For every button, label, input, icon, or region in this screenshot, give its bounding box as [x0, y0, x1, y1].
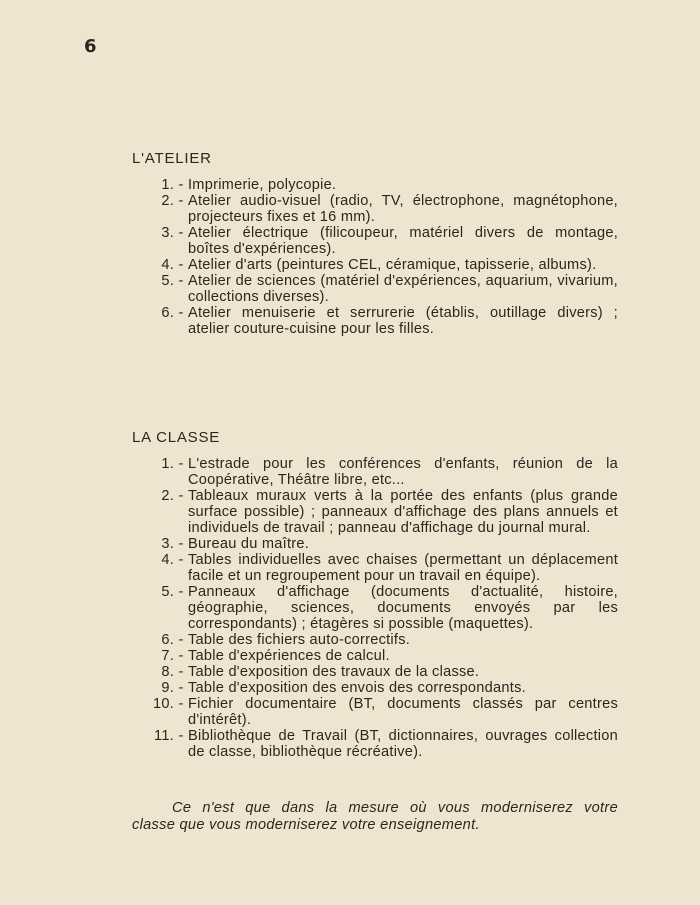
item-number: 7.	[161, 648, 174, 664]
item-text: Tableaux muraux verts à la portée des enfants (plus grande surface possible) ; panneaux d'affichage des plans annuels et individuels de travail ; panneau d'affichage du journal mural.	[188, 488, 618, 536]
item-text: Panneaux d'affichage (documents d'actualité, histoire, géographie, sciences, documents envoyés par les correspondants) ; étagères si possible (maquettes).	[188, 584, 618, 632]
item-number: 5.	[161, 584, 174, 600]
item-number: 9.	[161, 680, 174, 696]
list-item: 11. - Bibliothèque de Travail (BT, dictionnaires, ouvrages collection de classe, bibliothèque récréative).	[132, 728, 618, 760]
item-text: Table d'exposition des travaux de la classe.	[188, 664, 480, 680]
list-item: 3. - Bureau du maître.	[132, 536, 618, 552]
list-item: 1. - Imprimerie, polycopie.	[132, 177, 618, 193]
list-item: 6. - Table des fichiers auto-correctifs.	[132, 632, 618, 648]
list-item: 2. - Tableaux muraux verts à la portée des enfants (plus grande surface possible) ; panneaux d'affichage des plans annuels et individuels de travail ; panneau d'affichage du journal mural.	[132, 488, 618, 536]
item-number: 2.	[161, 488, 174, 504]
page-number: 6	[84, 36, 98, 57]
item-number: 10.	[152, 696, 174, 712]
list-item: 4. - Tables individuelles avec chaises (permettant un déplacement facile et un regroupement pour un travail en équipe).	[132, 552, 618, 584]
item-text: Table d'exposition des envois des correspondants.	[188, 680, 526, 696]
section-title: LA CLASSE	[132, 429, 221, 446]
list-item: 6. - Atelier menuiserie et serrurerie (établis, outillage divers) ; atelier couture-cuisine pour les filles.	[132, 305, 618, 337]
item-text: Table des fichiers auto-correctifs.	[188, 632, 411, 648]
item-text: Fichier documentaire (BT, documents classés par centres d'intérêt).	[188, 696, 618, 728]
quote-line-1: Ce n'est que dans la mesure où vous moderniserez votre	[172, 800, 618, 816]
classe-list	[132, 456, 618, 760]
list-item: 5. - Panneaux d'affichage (documents d'actualité, histoire, géographie, sciences, documents envoyés par les correspondants) ; étagères si possible (maquettes).	[132, 584, 618, 632]
item-text: Bibliothèque de Travail (BT, dictionnaires, ouvrages collection de classe, bibliothèque récréative).	[188, 728, 618, 760]
item-number: 3.	[161, 536, 174, 552]
list-item: 2. - Atelier audio-visuel (radio, TV, électrophone, magnétophone, projecteurs fixes et 16 mm).	[132, 193, 618, 225]
item-number: 2.	[161, 193, 174, 209]
list-item: 4. - Atelier d'arts (peintures CEL, céramique, tapisserie, albums).	[132, 257, 618, 273]
item-number: 1.	[161, 456, 174, 472]
list-item: 10. - Fichier documentaire (BT, documents classés par centres d'intérêt).	[132, 696, 618, 728]
closing-quote	[132, 800, 618, 834]
atelier-list	[132, 177, 618, 337]
list-item: 8. - Table d'exposition des travaux de la classe.	[132, 664, 618, 680]
section-classe	[132, 429, 618, 760]
item-number: 6.	[161, 632, 174, 648]
item-text: Atelier d'arts (peintures CEL, céramique, tapisserie, albums).	[188, 257, 597, 273]
item-text: Bureau du maître.	[188, 536, 310, 552]
item-text: Atelier électrique (filicoupeur, matériel divers de montage, boîtes d'expériences).	[188, 225, 618, 257]
item-number: 1.	[161, 177, 174, 193]
list-item: 9. - Table d'exposition des envois des correspondants.	[132, 680, 618, 696]
item-text: Table d'expériences de calcul.	[188, 648, 390, 664]
list-item: 7. - Table d'expériences de calcul.	[132, 648, 618, 664]
section-atelier	[132, 150, 618, 337]
item-number: 11.	[154, 728, 174, 744]
item-number: 6.	[161, 305, 174, 321]
item-text: Imprimerie, polycopie.	[188, 177, 337, 193]
list-item: 5. - Atelier de sciences (matériel d'expériences, aquarium, vivarium, collections diverses).	[132, 273, 618, 305]
item-text: Tables individuelles avec chaises (permettant un déplacement facile et un regroupement pour un travail en équipe).	[188, 552, 618, 584]
item-number: 5.	[161, 273, 174, 289]
list-item: 1. - L'estrade pour les conférences d'enfants, réunion de la Coopérative, Théâtre libre, etc...	[132, 456, 618, 488]
item-text: Atelier menuiserie et serrurerie (établis, outillage divers) ; atelier couture-cuisine pour les filles.	[188, 305, 618, 337]
item-text: Atelier de sciences (matériel d'expériences, aquarium, vivarium, collections diverses).	[188, 273, 618, 305]
item-text: Atelier audio-visuel (radio, TV, électrophone, magnétophone, projecteurs fixes et 16 mm).	[188, 193, 618, 225]
item-number: 8.	[161, 664, 174, 680]
list-item: 3. - Atelier électrique (filicoupeur, matériel divers de montage, boîtes d'expériences).	[132, 225, 618, 257]
quote-line-2: classe que vous moderniserez votre enseignement.	[132, 817, 480, 833]
section-title: L'ATELIER	[132, 150, 212, 167]
item-number: 4.	[161, 552, 174, 568]
item-text: L'estrade pour les conférences d'enfants, réunion de la Coopérative, Théâtre libre, etc...	[188, 456, 618, 488]
item-number: 4.	[161, 257, 174, 273]
item-number: 3.	[161, 225, 174, 241]
